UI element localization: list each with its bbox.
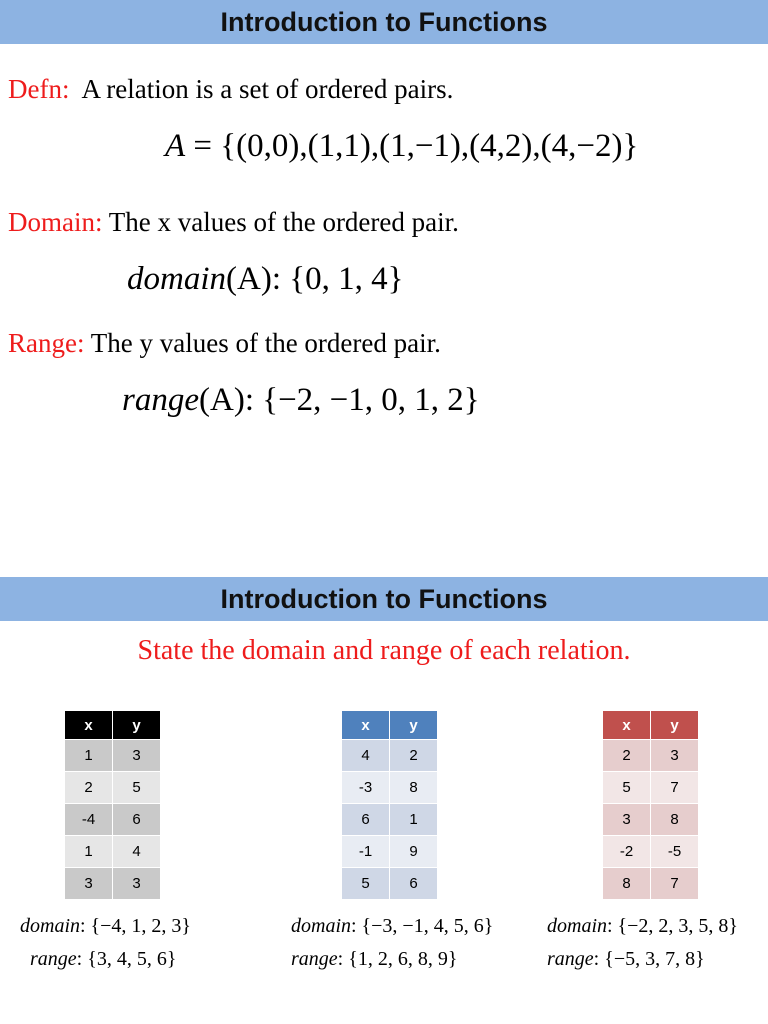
domain-set: : {−3, −1, 4, 5, 6} xyxy=(351,915,494,937)
cell-x: 8 xyxy=(603,868,651,900)
cell-y: 7 xyxy=(651,772,699,804)
table-row xyxy=(65,772,161,804)
cell-x: -4 xyxy=(65,804,113,836)
cell-x: 2 xyxy=(603,740,651,772)
cell-y: -5 xyxy=(651,836,699,868)
table-row xyxy=(603,868,699,900)
table-1-range xyxy=(30,948,176,971)
cell-x: -3 xyxy=(342,772,390,804)
header-y: y xyxy=(113,711,161,740)
cell-x: 5 xyxy=(603,772,651,804)
cell-y: 2 xyxy=(390,740,438,772)
domain-text: The x values of the ordered pair. xyxy=(108,207,459,237)
slide-2 xyxy=(0,577,768,1024)
cell-y: 9 xyxy=(390,836,438,868)
relation-table-2 xyxy=(341,710,438,900)
table-row xyxy=(603,740,699,772)
cell-x: 2 xyxy=(65,772,113,804)
range-word: range xyxy=(30,948,77,970)
table-row xyxy=(65,740,161,772)
domain-set: : {−2, 2, 3, 5, 8} xyxy=(607,915,739,937)
range-label: Range: xyxy=(8,328,85,358)
relation-table-1 xyxy=(64,710,161,900)
header-x: x xyxy=(342,711,390,740)
relation-table-3 xyxy=(602,710,699,900)
cell-x: 4 xyxy=(342,740,390,772)
slide-1-title: Introduction to Functions xyxy=(0,0,768,44)
cell-y: 3 xyxy=(651,740,699,772)
range-set: : {−5, 3, 7, 8} xyxy=(593,948,705,970)
header-y: y xyxy=(651,711,699,740)
range-text: The y values of the ordered pair. xyxy=(90,328,441,358)
cell-y: 4 xyxy=(113,836,161,868)
range-equation xyxy=(122,382,480,419)
range-set: : {−2, −1, 0, 1, 2} xyxy=(244,382,480,418)
domain-function: domain xyxy=(127,261,226,297)
range-set: : {3, 4, 5, 6} xyxy=(76,948,177,970)
range-word: range xyxy=(547,948,594,970)
domain-set: : {0, 1, 4} xyxy=(271,261,404,297)
table-header-row xyxy=(342,711,438,740)
domain-definition-line xyxy=(8,207,459,238)
cell-y: 3 xyxy=(113,868,161,900)
header-x: x xyxy=(65,711,113,740)
cell-y: 1 xyxy=(390,804,438,836)
table-row xyxy=(603,836,699,868)
cell-x: 6 xyxy=(342,804,390,836)
definition-line xyxy=(8,74,453,105)
table-row xyxy=(65,868,161,900)
cell-x: 1 xyxy=(65,740,113,772)
table-row xyxy=(603,772,699,804)
table-row xyxy=(342,868,438,900)
table-row xyxy=(342,740,438,772)
range-definition-line xyxy=(8,328,441,359)
table-header-row xyxy=(65,711,161,740)
table-3-domain xyxy=(547,915,738,938)
instruction-text: State the domain and range of each relation. xyxy=(137,635,631,666)
defn-text: A relation is a set of ordered pairs. xyxy=(81,74,454,104)
domain-argument: (A) xyxy=(226,261,272,297)
domain-equation xyxy=(127,261,403,298)
cell-x: -2 xyxy=(603,836,651,868)
domain-word: domain xyxy=(291,915,351,937)
cell-x: 1 xyxy=(65,836,113,868)
table-row xyxy=(603,804,699,836)
table-row xyxy=(342,804,438,836)
range-word: range xyxy=(291,948,338,970)
cell-y: 8 xyxy=(390,772,438,804)
header-y: y xyxy=(390,711,438,740)
table-row xyxy=(342,772,438,804)
table-2-domain xyxy=(291,915,493,938)
slide-2-title: Introduction to Functions xyxy=(0,577,768,621)
defn-label: Defn: xyxy=(8,74,70,104)
cell-y: 3 xyxy=(113,740,161,772)
cell-x: 5 xyxy=(342,868,390,900)
domain-set: : {−4, 1, 2, 3} xyxy=(80,915,192,937)
cell-y: 8 xyxy=(651,804,699,836)
cell-y: 7 xyxy=(651,868,699,900)
cell-x: 3 xyxy=(65,868,113,900)
domain-word: domain xyxy=(20,915,80,937)
relation-expression: = {(0,0),(1,1),(1,−1),(4,2),(4,−2)} xyxy=(185,128,639,164)
cell-y: 6 xyxy=(390,868,438,900)
table-2-range xyxy=(291,948,457,971)
domain-label: Domain: xyxy=(8,207,103,237)
cell-y: 5 xyxy=(113,772,161,804)
relation-name: A xyxy=(165,128,186,164)
header-x: x xyxy=(603,711,651,740)
relation-set-equation xyxy=(165,128,638,165)
range-function: range xyxy=(122,382,199,418)
table-3-range xyxy=(547,948,705,971)
table-header-row xyxy=(603,711,699,740)
range-argument: (A) xyxy=(199,382,245,418)
table-row xyxy=(65,836,161,868)
cell-y: 6 xyxy=(113,804,161,836)
range-set: : {1, 2, 6, 8, 9} xyxy=(337,948,458,970)
table-row xyxy=(65,804,161,836)
cell-x: -1 xyxy=(342,836,390,868)
table-1-domain xyxy=(20,915,191,938)
table-row xyxy=(342,836,438,868)
cell-x: 3 xyxy=(603,804,651,836)
domain-word: domain xyxy=(547,915,607,937)
